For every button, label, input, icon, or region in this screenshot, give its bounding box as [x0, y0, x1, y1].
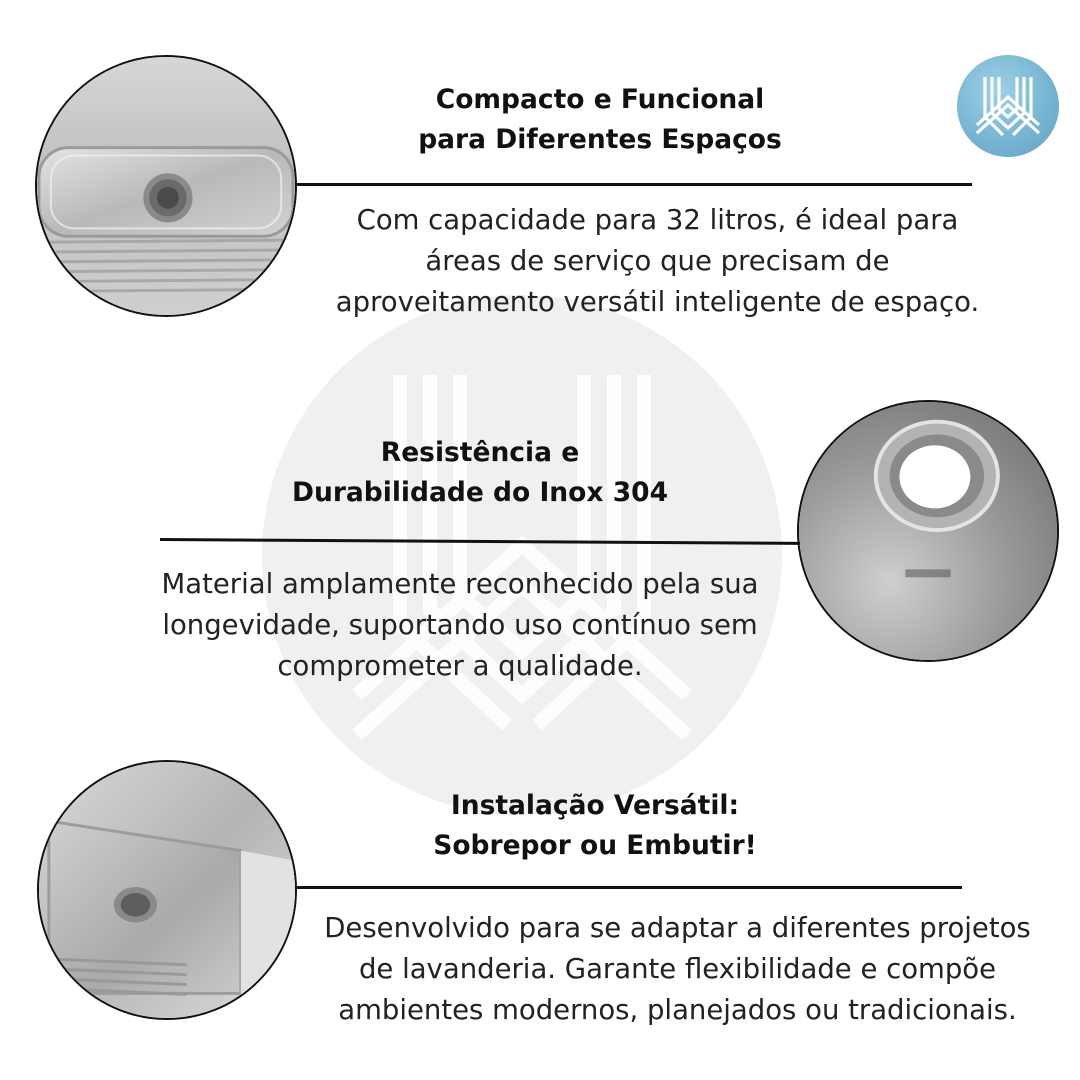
heading-line: Compacto e Funcional [435, 84, 765, 115]
body-line: ambientes modernos, planejados ou tradicionais. [338, 994, 1017, 1026]
body-line: áreas de serviço que precisam de [425, 245, 890, 277]
body-line: comprometer a qualidade. [277, 650, 643, 682]
section-heading-durability [270, 433, 690, 513]
section-body-compact [310, 200, 1005, 323]
drain-photo-illustration [799, 402, 1057, 660]
heading-line: para Diferentes Espaços [418, 124, 782, 155]
tank-photo-illustration [37, 57, 295, 315]
heading-line: Durabilidade do Inox 304 [291, 477, 669, 508]
section-heading-compact [400, 80, 800, 160]
heading-line: Resistência e [380, 437, 580, 468]
product-photo-tank-top [35, 55, 297, 317]
brand-logo [957, 55, 1059, 157]
divider-line [296, 183, 972, 186]
body-line: Com capacidade para 32 litros, é ideal para [356, 204, 959, 236]
heading-line: Instalação Versátil: [450, 790, 740, 821]
brand-monogram-icon [957, 55, 1059, 157]
section-body-installation [300, 908, 1055, 1031]
section-heading-installation [400, 786, 790, 866]
watermark-logo [262, 295, 782, 815]
heading-line: Sobrepor ou Embutir! [433, 830, 757, 861]
product-photo-tank-angled [37, 760, 297, 1020]
divider-line [296, 886, 962, 889]
body-line: Material amplamente reconhecido pela sua [161, 568, 759, 600]
body-line: Desenvolvido para se adaptar a diferentes projetos [324, 912, 1031, 944]
body-line: aproveitamento versátil inteligente de espaço. [335, 286, 980, 318]
tank-angled-photo-illustration [39, 762, 295, 1018]
watermark-monogram-icon [262, 295, 782, 815]
body-line: longevidade, suportando uso contínuo sem [162, 609, 758, 641]
body-line: de lavanderia. Garante flexibilidade e compõe [358, 953, 997, 985]
section-body-durability [120, 564, 800, 687]
product-photo-drain-closeup [797, 400, 1059, 662]
